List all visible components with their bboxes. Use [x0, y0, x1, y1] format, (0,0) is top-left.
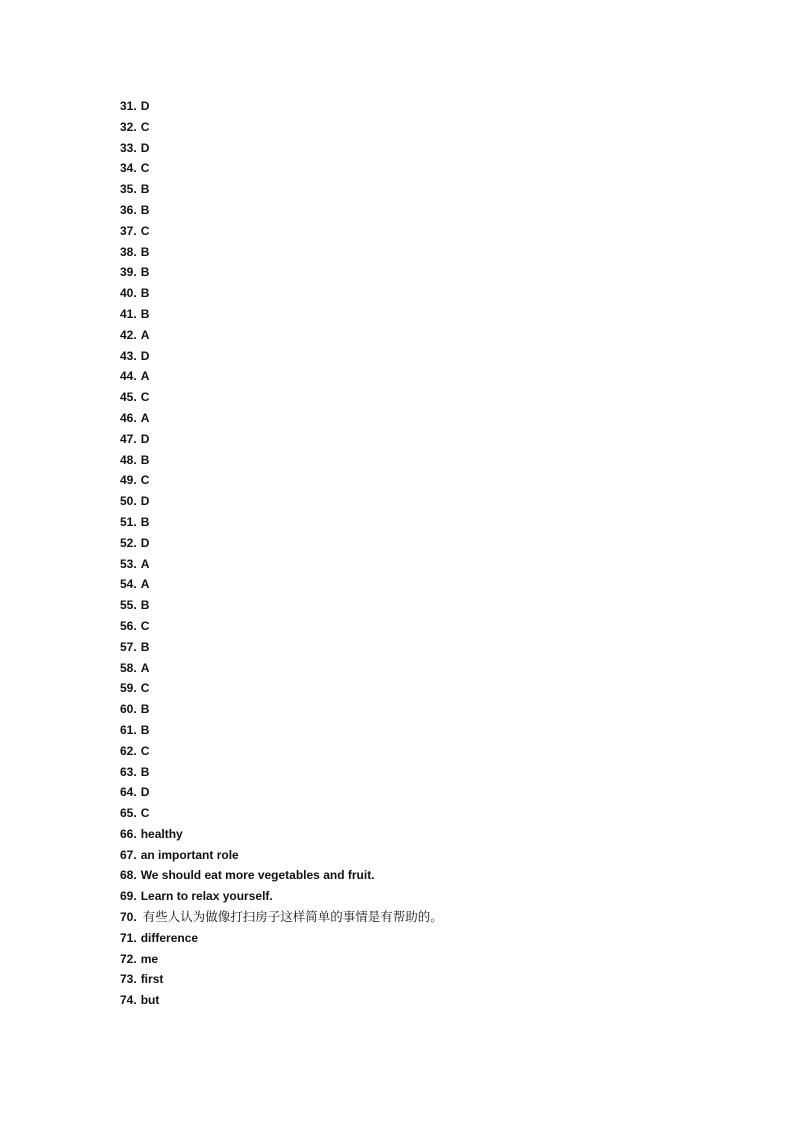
- answer-row: [120, 200, 443, 221]
- answer-row: [120, 637, 443, 658]
- answer-row: [120, 96, 443, 117]
- answer-row: [120, 262, 443, 283]
- answer-text: B: [140, 514, 150, 529]
- answer-number: 62.: [120, 743, 137, 758]
- answer-number: 49.: [120, 473, 137, 488]
- answer-row: [120, 512, 443, 533]
- answer-text: first: [140, 972, 164, 987]
- answer-row: [120, 969, 443, 990]
- answer-row: [120, 782, 443, 803]
- answer-text: A: [140, 556, 150, 571]
- answer-text: B: [140, 202, 150, 217]
- answer-number: 53.: [120, 556, 137, 571]
- answer-row: [120, 408, 443, 429]
- answer-number: 72.: [120, 951, 137, 966]
- answer-text: A: [140, 410, 150, 425]
- answer-row: [120, 138, 443, 159]
- answer-text: B: [140, 265, 150, 280]
- answer-row: [120, 366, 443, 387]
- answer-text: We should eat more vegetables and fruit.: [140, 868, 375, 883]
- answer-text: C: [140, 806, 150, 821]
- answer-row: [120, 616, 443, 637]
- answer-number: 66.: [120, 826, 137, 841]
- answer-row: [120, 699, 443, 720]
- answer-number: 52.: [120, 535, 137, 550]
- answer-number: 73.: [120, 972, 137, 987]
- answer-row: [120, 658, 443, 679]
- answer-number: 32.: [120, 119, 137, 134]
- answer-number: 51.: [120, 514, 137, 529]
- answer-row: [120, 470, 443, 491]
- answer-text: B: [140, 598, 150, 613]
- answer-row: [120, 990, 443, 1011]
- answer-text: C: [140, 223, 150, 238]
- answer-list: [120, 96, 443, 1011]
- answer-text: an important role: [140, 847, 239, 862]
- answer-number: 71.: [120, 930, 137, 945]
- answer-text: healthy: [140, 826, 183, 841]
- answer-text: A: [140, 327, 150, 342]
- answer-row: [120, 117, 443, 138]
- answer-text: C: [140, 390, 150, 405]
- answer-text: B: [140, 244, 150, 259]
- answer-number: 45.: [120, 390, 137, 405]
- answer-row: [120, 304, 443, 325]
- answer-row: [120, 491, 443, 512]
- answer-text: D: [140, 348, 150, 363]
- answer-number: 58.: [120, 660, 137, 675]
- answer-row: [120, 907, 443, 928]
- answer-text: D: [140, 535, 150, 550]
- answer-row: [120, 387, 443, 408]
- answer-text: D: [140, 99, 150, 113]
- answer-text: C: [140, 618, 150, 633]
- answer-text: D: [140, 494, 150, 509]
- answer-row: [120, 574, 443, 595]
- answer-text: D: [140, 785, 150, 800]
- answer-row: [120, 325, 443, 346]
- answer-row: [120, 720, 443, 741]
- answer-number: 68.: [120, 868, 137, 883]
- answer-text: A: [140, 369, 150, 384]
- answer-row: [120, 429, 443, 450]
- answer-row: [120, 221, 443, 242]
- answer-row: [120, 450, 443, 471]
- answer-number: 61.: [120, 722, 137, 737]
- answer-number: 69.: [120, 889, 137, 904]
- answer-row: [120, 928, 443, 949]
- answer-row: [120, 845, 443, 866]
- answer-text: B: [140, 639, 150, 654]
- answer-number: 67.: [120, 847, 137, 862]
- answer-row: [120, 179, 443, 200]
- answer-row: [120, 283, 443, 304]
- answer-row: [120, 533, 443, 554]
- answer-text: A: [140, 577, 150, 592]
- answer-text: me: [140, 951, 159, 966]
- answer-number: 54.: [120, 577, 137, 592]
- answer-number: 70.: [120, 910, 137, 925]
- answer-number: 34.: [120, 161, 137, 176]
- answer-number: 33.: [120, 140, 137, 155]
- answer-text: C: [140, 119, 150, 134]
- answer-text: B: [140, 182, 150, 197]
- answer-number: 46.: [120, 410, 137, 425]
- answer-number: 50.: [120, 494, 137, 509]
- answer-row: [120, 803, 443, 824]
- answer-number: 56.: [120, 618, 137, 633]
- answer-row: [120, 741, 443, 762]
- answer-number: 38.: [120, 244, 137, 259]
- answer-number: 65.: [120, 806, 137, 821]
- answer-number: 47.: [120, 431, 137, 446]
- answer-text: A: [140, 660, 150, 675]
- answer-text: D: [140, 140, 150, 155]
- answer-text: difference: [140, 930, 199, 945]
- answer-row: [120, 158, 443, 179]
- answer-number: 43.: [120, 348, 137, 363]
- answer-number: 39.: [120, 265, 137, 280]
- answer-row: [120, 762, 443, 783]
- answer-text: B: [140, 702, 150, 717]
- answer-number: 42.: [120, 327, 137, 342]
- answer-number: 74.: [120, 993, 137, 1008]
- answer-row: [120, 949, 443, 970]
- answer-text: but: [140, 993, 160, 1008]
- answer-number: 31.: [120, 99, 137, 113]
- answer-number: 60.: [120, 702, 137, 717]
- answer-number: 44.: [120, 369, 137, 384]
- answer-row: [120, 346, 443, 367]
- answer-row: [120, 824, 443, 845]
- answer-number: 57.: [120, 639, 137, 654]
- answer-number: 35.: [120, 182, 137, 197]
- answer-text: D: [140, 431, 150, 446]
- answer-row: [120, 554, 443, 575]
- answer-text: C: [140, 473, 150, 488]
- answer-row: [120, 678, 443, 699]
- answer-text: 有些人认为做像打扫房子这样简单的事情是有帮助的。: [142, 909, 443, 925]
- answer-text: C: [140, 161, 150, 176]
- answer-row: [120, 595, 443, 616]
- answer-number: 64.: [120, 785, 137, 800]
- answer-number: 37.: [120, 223, 137, 238]
- answer-text: B: [140, 452, 150, 467]
- answer-number: 63.: [120, 764, 137, 779]
- answer-number: 59.: [120, 681, 137, 696]
- answer-row: [120, 865, 443, 886]
- answer-number: 55.: [120, 598, 137, 613]
- answer-row: [120, 886, 443, 907]
- answer-number: 40.: [120, 286, 137, 301]
- answer-number: 48.: [120, 452, 137, 467]
- answer-text: C: [140, 743, 150, 758]
- answer-row: [120, 242, 443, 263]
- answer-number: 36.: [120, 202, 137, 217]
- answer-text: B: [140, 764, 150, 779]
- answer-text: C: [140, 681, 150, 696]
- answer-text: B: [140, 286, 150, 301]
- answer-text: Learn to relax yourself.: [140, 889, 273, 904]
- answer-text: B: [140, 722, 150, 737]
- answer-number: 41.: [120, 306, 137, 321]
- answer-text: B: [140, 306, 150, 321]
